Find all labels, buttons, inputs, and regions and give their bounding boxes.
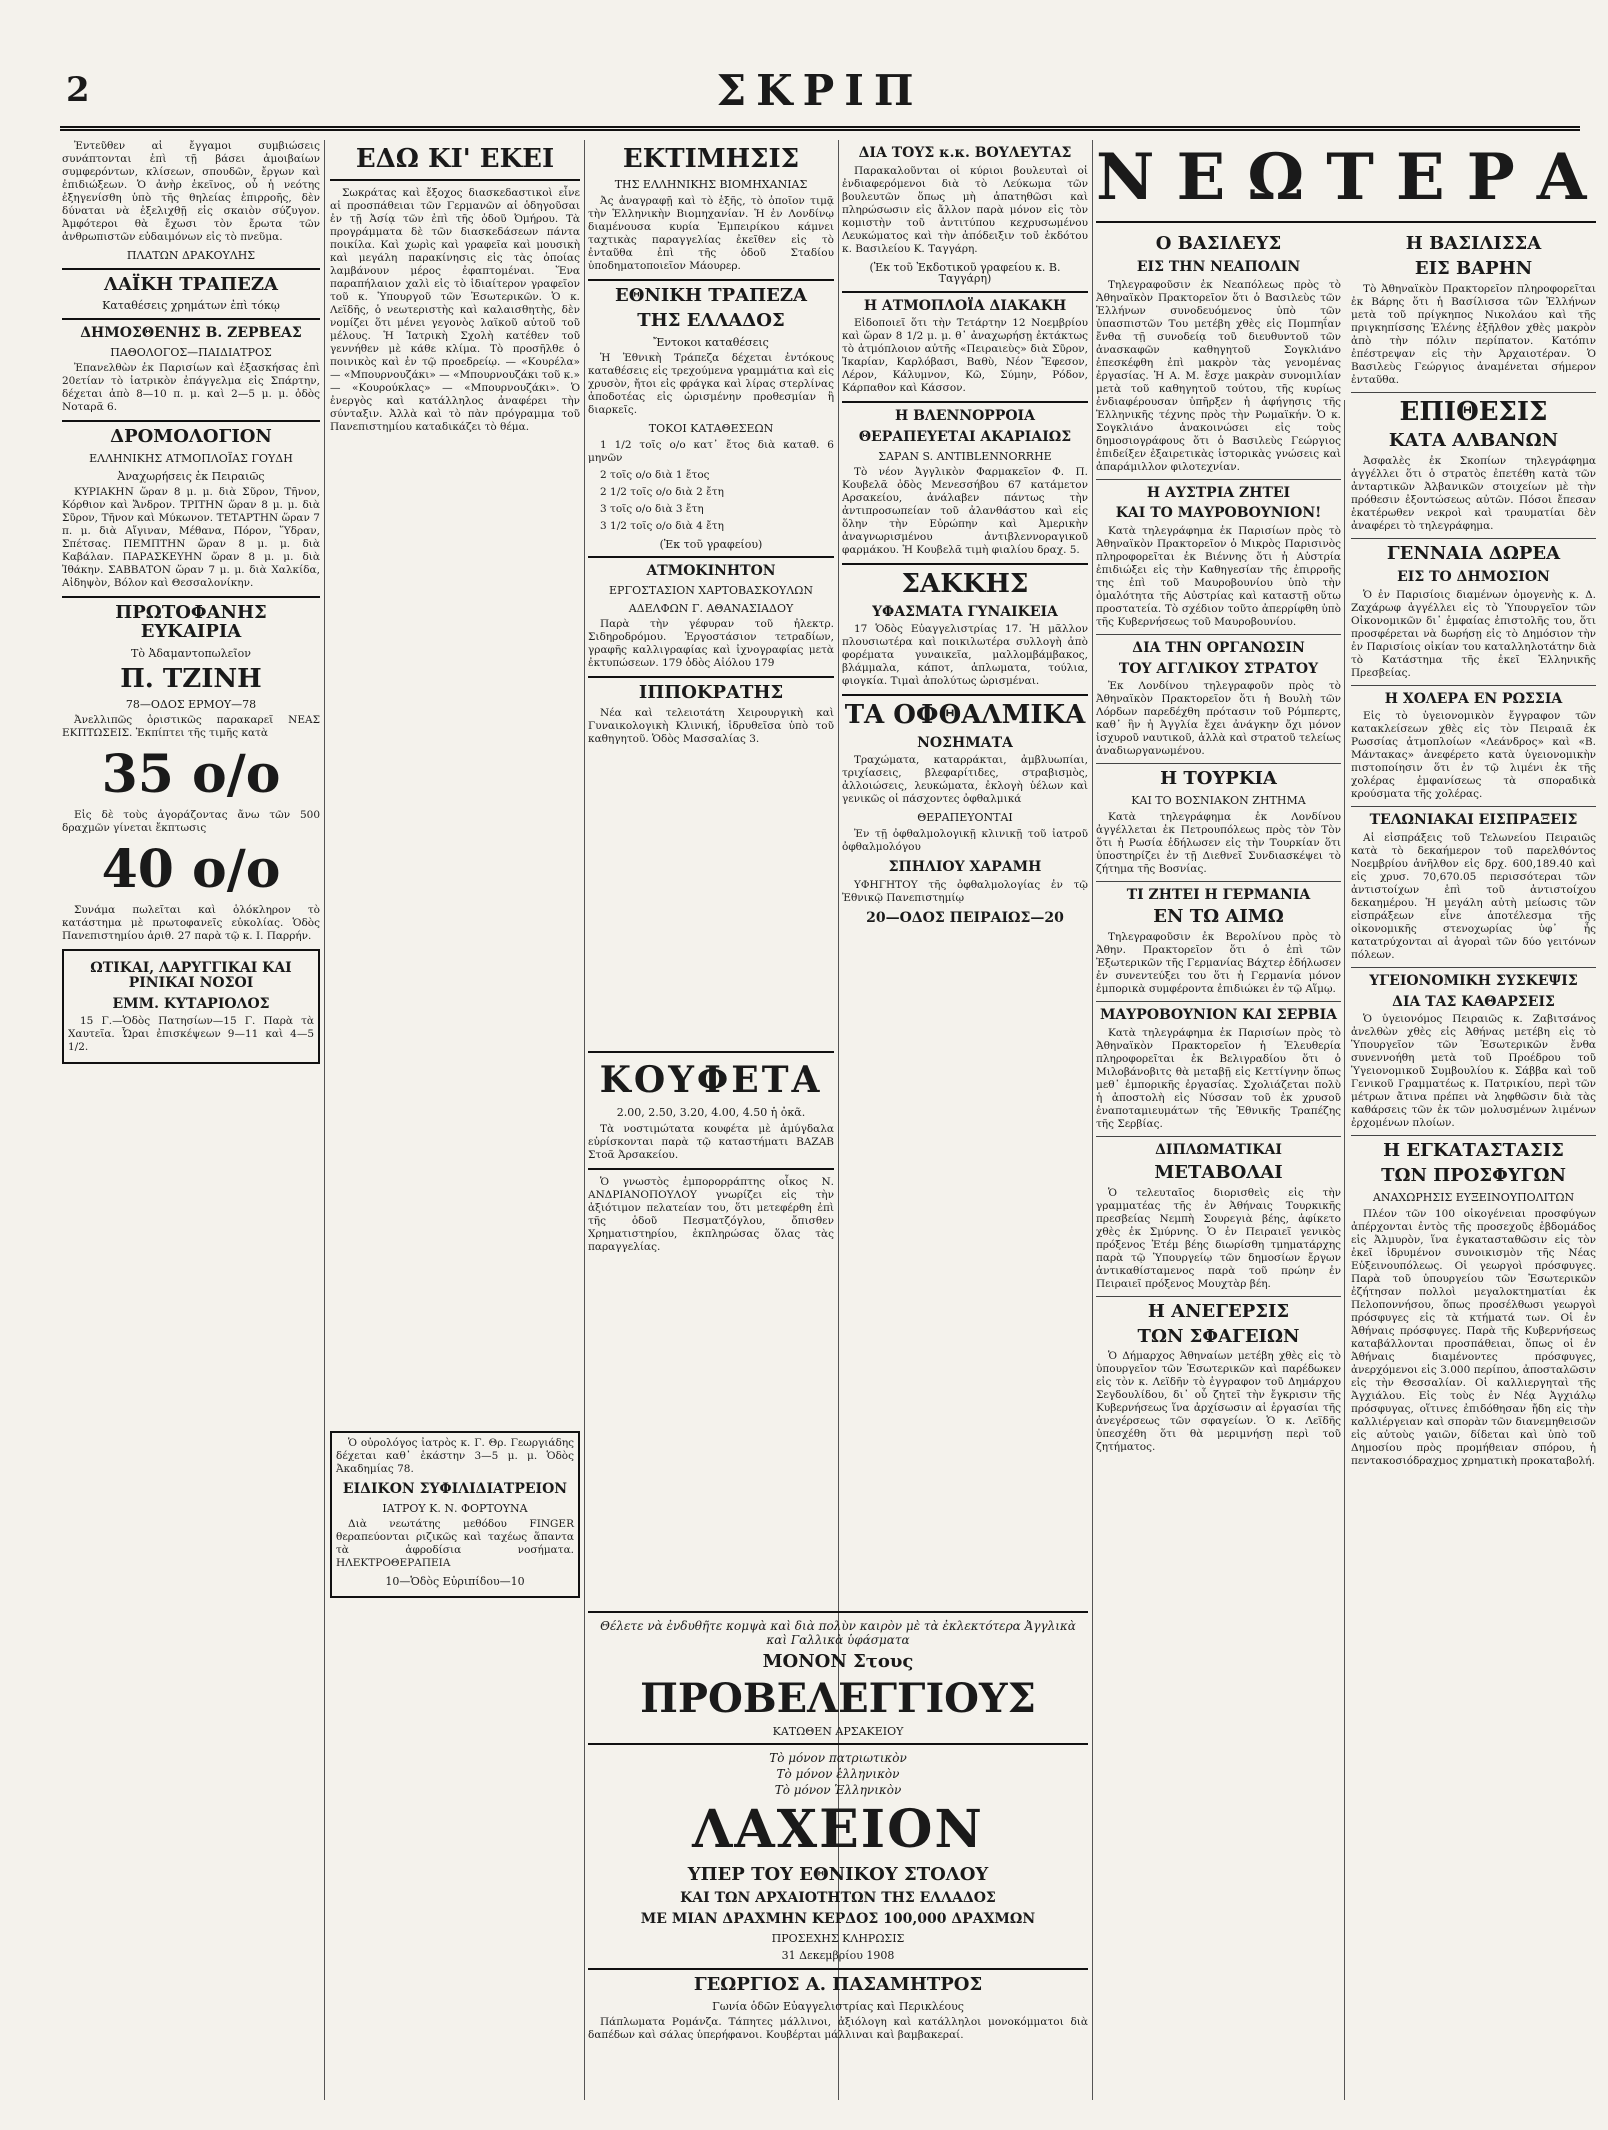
lottery-line-2: Τὸ μόνον ἑλληνικὸν (776, 1767, 900, 1782)
germany-subtitle: ΕΝ ΤΩ ΑΙΜΩ (1153, 906, 1284, 928)
divider (1351, 967, 1596, 968)
column-rule (1092, 140, 1093, 2100)
factory-title: ΑΤΜΟΚΙΝΗΤΟΝ (646, 563, 776, 580)
rate-line: 3 τοῖς ο/ο διὰ 3 ἔτη (600, 502, 704, 515)
queen-subtitle: ΕΙΣ ΒΑΡΗΝ (1414, 257, 1533, 279)
koufeta-column (588, 1045, 834, 1425)
lottery-draw: ΠΡΟΣΕΧΗΣ ΚΛΗΡΩΣΙΣ (771, 1931, 905, 1945)
divider (842, 291, 1088, 293)
eye-address: 20—ΟΔΟΣ ΠΕΙΡΑΙΩΣ—20 (866, 909, 1064, 926)
rate-line: 2 τοῖς ο/ο διὰ 1 ἔτος (600, 468, 710, 481)
divider (1096, 1296, 1341, 1297)
rates-note: (Ἐκ τοῦ γραφείου) (659, 537, 763, 551)
national-bank-name: ΤΗΣ ΕΛΛΑΔΟΣ (637, 309, 785, 331)
blen-subtitle: ΘΕΡΑΠΕΥΕΤΑΙ ΑΚΑΡΙΑΙΩΣ (858, 429, 1072, 446)
divider (330, 179, 580, 181)
blen-title: Η ΒΛΕΝΝΟΡΡΟΙΑ (895, 408, 1035, 425)
divider (588, 556, 834, 558)
lottery-also: ΚΑΙ ΤΩΝ ΑΡΧΑΙΟΤΗΤΩΝ ΤΗΣ ΕΛΛΑΔΟΣ (680, 1890, 996, 1907)
rate-line: 1 1/2 τοῖς ο/ο κατ᾽ ἔτος διὰ καταθ. 6 μηνῶν (588, 438, 834, 464)
tailor-intro: Θέλετε νὰ ἐνδυθῆτε κομψὰ καὶ διὰ πολὺν καιρὸν μὲ τὰ ἐκλεκτότερα Ἀγγλικὰ καὶ Γαλλικὰ ὑφάσματα (600, 1619, 1076, 1647)
syph-title: ΕΙΔΙΚΟΝ ΣΥΦΙΛΙΔΙΑΤΡΕΙΟΝ (342, 1481, 568, 1497)
koufeta-text: Τὰ νοστιμώτατα κουφέτα μὲ ἀμύγδαλα εὐρίσκονται παρὰ τῷ καταστήματι ΒΑΖΑΒ Στοᾶ Ἀρσακείου. (588, 1122, 834, 1161)
divider (1096, 881, 1341, 882)
health-text: Ὁ ὑγειονόμος Πειραιῶς κ. Ζαβιτσάνος ἀνελθὼν χθὲς εἰς Ἀθήνας μετέβη εἰς τὸ Ὑπουργεῖον τῶν Ἐσωτερικῶν ἔνθα συνεννοήθη μετὰ τοῦ Προέδρου τοῦ Ὑγειονομικοῦ Συμβουλίου κ. Σάββα καὶ τοῦ Γενικοῦ Γραμματέως κ. Πατρικίου, περὶ τῶν μέτρων ἄτινα πρέπει νὰ ληφθῶσιν διὰ τὰς καθάρσεις τῶν ἐκ τῶν μολυσμένων λιμένων ἐρχομένων πλοίων. (1351, 1013, 1596, 1130)
sakkis-text: 17 Ὁδὸς Εὐαγγελιστρίας 17. Ἡ μᾶλλον πλουσιωτέρα καὶ ποικιλωτέρα συλλογὴ ἀπὸ φορέματα γυναικεῖα, μαλλομβάμβακος, βλάμμαλα, κάποτ, ἀπλωματα, τούλια, φιογκία. Τιμαὶ ἀπολύτως ὡρισμέναι. (842, 623, 1088, 688)
eye-text: Τραχώματα, καταρράκται, ἀμβλυωπίαι, τριχίασεις, βλεφαρίτιδες, στραβισμὸς, ἀλλοιώσεις, λευκώματα, ἐκλογὴ ὑέλων καὶ γενικῶς οἱ πάσχοντες ὀφθαλμικά (842, 754, 1088, 806)
syph-address: 10—Ὁδὸς Εὐριπίδου—10 (385, 1575, 525, 1589)
lottery-title: ΛΑΧΕΙΟΝ (692, 1799, 984, 1861)
divider (842, 694, 1088, 696)
mid-band (336, 1045, 1088, 1595)
divider (588, 1968, 1088, 1970)
shipping-title: Η ΑΤΜΟΠΛΟΪΑ ΔΙΑΚΑΚΗ (863, 297, 1067, 314)
article-author: ΠΛΑΤΩΝ ΔΡΑΚΟΥΛΗΣ (126, 249, 256, 262)
divider (1096, 763, 1341, 764)
king-title: Ο ΒΑΣΙΛΕΥΣ (1155, 233, 1282, 254)
pasamitros-name: ΓΕΩΡΓΙΟΣ Α. ΠΑΣΑΜΗΤΡΟΣ (693, 1973, 983, 1995)
divider (588, 1611, 1088, 1613)
lottery-for: ΥΠΕΡ ΤΟΥ ΕΘΝΙΚΟΥ ΣΤΟΛΟΥ (687, 1864, 989, 1886)
gift-text: Ὁ ἐν Παρισίοις διαμένων ὁμογενὴς κ. Δ. Ζαχάρωφ ἀγγέλλει εἰς τὸ Ὑπουργεῖον τῶν Οἰκονομικῶν δι᾽ ἐμφαίας ἐπιστολῆς του, ὅτι προσφέρεται νὰ δωρήσῃ εἰς τὸ Δημόσιον τὴν ἐν Παρισίοις οἰκίαν του καταλληλοτάτην διὰ τὸ Κατάστημα τῆς ἐκεῖ Ἑλληνικῆς Πρεσβείας. (1351, 588, 1596, 679)
column-4 (842, 140, 1088, 1040)
diplo-text: Ὁ τελευταῖος διορισθεὶς εἰς τὴν γραμματέας τῆς ἐν Ἀθήναις Τουρκικῆς πρεσβείας Νεμπὴ Σουρεγιὰ βέης, ἀφίκετο χθὲς ἐκ Σμύρνης. Ὁ ἐν Πειραιεῖ γενικὸς πρόξενος Ἐτέμ βέης διωρίσθη τμηματάρχης παρὰ τῷ Ὑπουργείῳ τῶν δημοσίων ἔργων ἀντικαθίσταμενος παρὰ τοῦ πρώην ἐν Πειραιεῖ πρόξενος Μουχτὰρ βέη. (1096, 1186, 1341, 1290)
divider (1351, 806, 1596, 807)
ent-text: 15 Γ.—Ὁδὸς Πατησίων—15 Γ. Παρὰ τὰ Χαυτεῖα. Ὧραι ἐπισκέψεων 9—11 καὶ 4—5 1/2. (68, 1015, 314, 1054)
koufeta-prices: 2.00, 2.50, 3.20, 4.00, 4.50 ἡ ὀκᾶ. (616, 1106, 806, 1119)
ent-ad (62, 949, 320, 1064)
article-text: Ἐντεῦθεν αἱ ἔγγαμοι συμβιώσεις συνάπτονται ἐπὶ τῇ βάσει ἀμοιβαίων συμφερόντων, κλίσεων, σπουδῶν, ἔργων καὶ ἐπιδιώξεων. Ὁ ἀνὴρ ἐκεῖνος, οὗ ἡ νεότης ἐξηγενίσθη ὑπὸ τῆς θηλείας ἐπιρροῆς, δὲν δύναται νὰ ἐξελιχθῇ εἰς σκαιὸν σύζυγον. Ἀμφότεροι θὰ ἔχωσι τὸν ἔρωτα τῶν ἀνθρωπιστῶν εὐδαιμόνων εἰς τὸ πνεῦμα. (62, 140, 320, 243)
pasamitros-address: Γωνία ὁδῶν Εὐαγγελιστρίας καὶ Περικλέους (712, 1999, 964, 2013)
divider (588, 676, 834, 678)
refugee-subtitle-2: ΑΝΑΧΩΡΗΣΙΣ ΕΥΞΕΙΝΟΥΠΟΛΙΤΩΝ (1372, 1191, 1575, 1205)
mp-notice-title: ΔΙΑ ΤΟΥΣ κ.κ. ΒΟΥΛΕΥΤΑΣ (858, 145, 1072, 161)
bank-title: ΛΑΪΚΗ ΤΡΑΠΕΖΑ (104, 273, 278, 295)
column-3 (588, 140, 834, 805)
neotera-left (1096, 229, 1341, 2109)
divider (588, 1051, 834, 1053)
queen-title: Η ΒΑΣΙΛΙΣΣΑ (1405, 233, 1542, 254)
divider (1096, 479, 1341, 480)
ent-doctor: ΕΜΜ. ΚΥΤΑΡΙΟΛΟΣ (112, 995, 270, 1012)
column-2 (330, 140, 580, 1565)
lottery-line-3: Τὸ μόνον Ἑλληνικὸν (774, 1783, 902, 1798)
bargain-text: Ἀνελλιπῶς ὁριστικῶς παρακαρεῖ ΝΕΑΣ ΕΚΠΤΩΣΕΙΣ. Ἐκπίπτει τῆς τιμῆς κατὰ (62, 714, 320, 740)
turkey-title: Η ΤΟΥΡΚΙΑ (1160, 768, 1277, 790)
gift-subtitle: ΕΙΣ ΤΟ ΔΗΜΟΣΙΟΝ (1397, 568, 1550, 585)
germany-text: Τηλεγραφοῦσιν ἐκ Βερολίνου πρὸς τὸ Ἀθην. Πρακτορεῖον ὅτι ὁ ἐπὶ τῶν Ἐξωτερικῶν τῆς Γερμανίας Βάχτερ ἐδήλωσεν ἐν συνεντεύξει του ὅτι ἡ Γερμανία μόνον ἐμπορικὰ συμφέροντα ἐπιδιώκει ἐν τῷ Αἵμῳ. (1096, 931, 1342, 996)
national-bank-subtitle: Ἔντοκοι καταθέσεις (653, 335, 769, 349)
diplo-subtitle: ΜΕΤΑΒΟΛΑΙ (1154, 1161, 1283, 1183)
hippocrates-text: Νέα καὶ τελειοτάτη Χειρουργικὴ καὶ Γυναικολογικὴ Κλινική, ἱδρυθεῖσα ὑπὸ τοῦ καθηγητοῦ. Ὁδὸς Μασσαλίας 3. (588, 706, 834, 745)
divider (1351, 538, 1596, 539)
eye-title: ΤΑ ΟΦΘΑΛΜΙΚΑ (844, 700, 1086, 731)
lottery-date: 31 Δεκεμβρίου 1908 (781, 1949, 895, 1963)
lottery-prize: ΜΕ ΜΙΑΝ ΔΡΑΧΜΗΝ ΚΕΡΔΟΣ 100,000 ΔΡΑΧΜΩΝ (640, 1911, 1036, 1928)
blen-text: Τὸ νέον Ἀγγλικὸν Φαρμακεῖον Φ. Π. Κουβελᾶ ὁδὸς Μενεσσήβου 67 κατάμετον Αρσακείου, ἀνάλαβεν πάντως τὴν ἀντιπροσωπείαν τοῦ ἀλανθάστου καὶ εἰς ὅλην τὴν Εὐρώπην καὶ Ἀμερικὴν ἀναγνωρισμένου ἀντιβλεννοραγικοῦ φαρμάκου. Ἡ Κουβελᾶ τιμὴ φιαλίου δραχ. 5. (842, 466, 1088, 557)
doctor-text: Ἐπανελθὼν ἐκ Παρισίων καὶ ἐξασκήσας ἐπὶ 20ετίαν τὸ ἰατρικὸν ἐπάγγελμα εἰς Σπάρτην, δέχεται ἀπὸ 8—10 π. μ. καὶ 2—5 μ. μ. ὁδὸς Νοταρᾶ 6. (62, 362, 320, 414)
shipping-text: Εἰδοποιεῖ ὅτι τὴν Τετάρτην 12 Νοεμβρίου καὶ ὥραν 8 1/2 μ. μ. θ᾽ ἀναχωρήσῃ ἐκτάκτως τὸ ἀτμόπλοιον αὐτῆς «Πειραιεὺς» διὰ Σῦρον, Ἰκαρίαν, Καρλόβασι, Βαθὺ, Νέον Ἔφεσον, Λέρον, Κάλυμνον, Κῶ, Σύμην, Ρόδον, Κάρπαθον καὶ Κάσσον. (842, 317, 1088, 395)
divider (62, 420, 320, 422)
army-title: ΔΙΑ ΤΗΝ ΟΡΓΑΝΩΣΙΝ (1132, 639, 1305, 656)
attack-subtitle: ΚΑΤΑ ΑΛΒΑΝΩΝ (1388, 430, 1559, 452)
customs-title: ΤΕΛΩΝΙΑΚΑΙ ΕΙΣΠΡΑΞΕΙΣ (1369, 812, 1578, 829)
schedule-intro: Ἀναχωρήσεις ἐκ Πειραιῶς (117, 469, 265, 483)
gift-title: ΓΕΝΝΑΙΑ ΔΩΡΕΑ (1386, 542, 1561, 564)
austria-text: Κατὰ τηλεγράφημα ἐκ Παρισίων πρὸς τὸ Ἀθηναϊκὸν Πρακτορεῖον ὁ Μικρὸς Παρισινὸς πληροφορεῖται ἐκ Βιέννης ὅτι ἡ Αὐστρία ἐπιδιώξει εἰς τὴν Καθηγεσίαν τῆς ἐπιρροῆς της ἐπὶ τοῦ Μαυροβουνίου ὑπὸ τὴν ὁμαλότητα τῆς Αὐστρίας καὶ καταστῇ οὕτω προστατεία. Τὸ σχέδιον τοῦτο ἀπερρίφθη ὑπὸ τῆς Κυβερνήσεως τοῦ Μαυροβουνίου. (1096, 524, 1341, 628)
sakkis-subtitle: ΥΦΑΣΜΑΤΑ ΓΥΝΑΙΚΕΙΑ (872, 603, 1058, 620)
king-text: Τηλεγραφοῦσιν ἐκ Νεαπόλεως πρὸς τὸ Ἀθηναϊκὸν Πρακτορεῖον ὅτι ὁ Βασιλεὺς τῶν Ἑλλήνων συνοδευόμενος ὑπὸ τῶν ὑπασπιστῶν Του μετέβη χθὲς εἰς Πομπηΐαν ἔνθα τῇ συνοδείᾳ τοῦ διευθυντοῦ τῶν ἀνασκαφῶν καθηγητοῦ Σογκλιάνο ἐπεσκέφθη ἐπὶ μακρὸν τὰς γενομένας ἐργασίας. Ἡ Α. Μ. ἔσχε μακρὰν συνομιλίαν μετὰ τοῦ καθηγητοῦ τούτου, τῆς κυρίως ἐνδιαφέρουσαν ὑπῆρξεν ἡ ἀφήγησις τῆς Ἑλληνικῆς τέχνης πρὸς τὴν Ρωμαϊκήν. Ὁ κ. Σογκλιάνο ἀνακοινώσει εἰς τοὺς δημοσιογράφους ὅτι ὁ Βασιλεὺς Γεώργιος ἐπιδείξεν ἐξαιρετικὰς ἱστορικὰς γνώσεις καὶ ἀπαράμιλλον φιλοτεχνίαν. (1096, 278, 1341, 473)
divider (588, 279, 834, 281)
estimation-text: Ἀς ἀναγραφῇ καὶ τὸ ἑξῆς, τὸ ὁποῖον τιμᾷ τὴν Ἑλληνικὴν Βιομηχανίαν. Ἡ ἐν Λονδίνῳ διαμένουσα κυρία Ἐμπειρίκου κάμνει ταχτικὰς παραγγελίας ἐκεῖθεν εἰς τὸ ἐνταῦθα ἐπὶ τῆς ὁδοῦ Σταδίου ὑποδηματοποιεῖον Μάουρερ. (588, 194, 834, 272)
factory-text: Παρὰ τὴν γέφυραν τοῦ ἠλεκτρ. Σιδηροδρόμου. Ἐργοστάσιον τετραδίων, γραφῆς καλλιγραφίας καὶ ἰχνογραφίας μετὰ ἐκτυπώσεων. 179 ὁδὸς Αἰόλου 179 (588, 618, 834, 670)
eye-cure: ΘΕΡΑΠΕΥΟΝΤΑΙ (917, 811, 1013, 825)
refugee-title: Η ΕΓΚΑΤΑΣΤΑΣΙΣ (1383, 1140, 1564, 1162)
mp-notice-text: Παρακαλοῦνται οἱ κύριοι βουλευταὶ οἱ ἐνδιαφερόμενοι διὰ τὸ Λεύκωμα τῶν βουλευτῶν ὅπως μὴ ἀπατηθῶσι καὶ πληρώσωσιν εἰς ἄλλον παρὰ μόνον εἰς τὸν κομιστὴν τοῦ ἀντιτύπου κεχρυσωμένου Λευκώματος καὶ τὴν ἀπόδειξιν τοῦ ἐκδότου κ. Βασιλείου Κ. Ταγγάρη. (842, 164, 1088, 255)
syph-ad-column (330, 1425, 580, 1595)
urologist-text: Ὁ οὐρολόγος ἰατρὸς κ. Γ. Θρ. Γεωργιάδης δέχεται καθ᾽ ἑκάστην 3—5 μ. μ. Ὁδὸς Ἀκαδημίας 78. (336, 1437, 574, 1475)
syph-ad (330, 1431, 580, 1598)
army-text: Ἐκ Λονδίνου τηλεγραφοῦν πρὸς τὸ Ἀθηναϊκὸν Πρακτορεῖον ὅτι ἡ Βουλὴ τῶν Λόρδων παρεδέχθη πρότασιν τοῦ Ρόμπερτς, καθ᾽ ἣν ἡ Ἀγγλία ἔχει ἀνάγκην ὄχι μόνον ἰσχυροῦ ναυτικοῦ, ἀλλὰ καὶ στρατοῦ τελείως ἀναδιωργανωμένου. (1096, 680, 1341, 758)
tailor-only: ΜΟΝΟΝ Στους (762, 1651, 914, 1672)
turkey-text: Κατὰ τηλεγράφημα ἐκ Λονδίνου ἀγγέλλεται ἐκ Πετρουπόλεως πρὸς τὸν Τὸν ὅτι ἡ Ρωσία ἐδήλωσεν εἰς τὴν Τουρκίαν ὅτι ὑποστηρίζει ἐν τῇ Διεθνεῖ Συνδιασκέψει τὸ ζήτημα τῆς Βοσνίας. (1096, 810, 1341, 875)
schedule-subtitle: ΕΛΛΗΝΙΚΗΣ ΑΤΜΟΠΛΟΪΑΣ ΓΟΥΔΗ (89, 452, 293, 466)
customs-text: Αἱ εἰσπράξεις τοῦ Τελωνείου Πειραιῶς κατὰ τὸ δεκαήμερον τοῦ παρελθόντος Νοεμβρίου ἀνῆλθον εἰς δρχ. 600,189.40 καὶ εἰς χρυσ. 70,670.05 περισσότεραι τῶν ἀντιστοίχων ἑπὶ τοῦ ἀντιστοίχου δεκαημέρου. Ἡ μεγάλη αὐτὴ μείωσις τῶν εἰσπράξεων εἶνε ἀποτέλεσμα τῆς οἰκονομικῆς στενοχωρίας ὑφ᾽ ἧς κατατρύχονται αἱ ἀγοραὶ τῶν δύο γειτόνων πόλεων. (1351, 831, 1596, 961)
eye-clinic: Ἐν τῇ ὀφθαλμολογικῇ κλινικῇ τοῦ ἰατροῦ ὀφθαλμολόγου (842, 827, 1088, 853)
army-subtitle: ΤΟΥ ΑΓΓΛΙΚΟΥ ΣΤΡΑΤΟΥ (1118, 660, 1319, 677)
discount-40: 40 ο/ο (101, 839, 281, 901)
factory-subtitle: ΕΡΓΟΣΤΑΣΙΟΝ ΧΑΡΤΟΒΑΣΚΟΥΛΩΝ (609, 583, 813, 597)
bargain-subtitle: Τὸ Ἀδαμαντοπωλεῖον (131, 646, 251, 660)
estimation-subtitle: ΤΗΣ ΕΛΛΗΝΙΚΗΣ ΒΙΟΜΗΧΑΝΙΑΣ (614, 178, 808, 192)
austria-title: Η ΑΥΣΤΡΙΑ ΖΗΤΕΙ (1146, 484, 1291, 501)
cholera-title: Η ΧΟΛΕΡΑ ΕΝ ΡΩΣΣΙΑ (1384, 690, 1563, 707)
eye-subtitle: ΝΟΣΗΜΑΤΑ (917, 734, 1013, 751)
section-title-edo-ki-ekei: ΕΔΩ ΚΙ' ΕΚΕΙ (355, 144, 555, 174)
factory-owner: ΑΔΕΛΦΩΝ Γ. ΑΘΑΝΑΣΙΑΔΟΥ (628, 601, 794, 615)
column-rule (324, 140, 325, 2100)
schedule-text: ΚΥΡΙΑΚΗΝ ὥραν 8 μ. μ. διὰ Σῦρον, Τῆνον, Κόρθιον καὶ Ἄνδρον. ΤΡΙΤΗΝ ὥραν 8 μ. μ. διὰ Σῦρον, Τῆνον καὶ Μύκωνον. ΤΕΤΑΡΤΗΝ ὥραν 7 π. μ. διὰ Αἴγιναν, Μέθανα, Πόρον, Ὕδραν, Σπέτσας. ΠΕΜΠΤΗΝ ὥραν 8 μ. μ. διὰ Καβάλαν. ΠΑΡΑΣΚΕΥΗΝ ὥραν 8 μ. μ. διὰ Ἰθάκην. ΣΑΒΒΑΤΟΝ ὥραν 7 μ. μ. διὰ Χαλκίδα, Αἰδηψὸν, Βόλον καὶ Θεσσαλονίκην. (62, 486, 320, 590)
shop-name: Π. ΤΖΙΝΗ (120, 663, 262, 694)
syph-text: Διὰ νεωτάτης μεθόδου FINGER θεραπεύονται ριζικῶς καὶ ταχέως ἅπαντα τὰ ἀφροδίσια νοσήματα. ΗΛΕΚΤΡΟΘΕΡΑΠΕΙΑ (336, 1518, 574, 1570)
rate-line: 3 1/2 τοῖς ο/ο διὰ 4 ἔτη (600, 519, 724, 532)
column-rule (584, 140, 585, 2100)
merchant-text: Ὁ γνωστὸς ἐμπορορράπτης οἶκος Ν. ΑΝΔΡΙΑΝΟΠΟΥΛΟΥ γνωρίζει εἰς τὴν ἀξιότιμον πελατείαν του, ὅτι μετεφέρθη ἐπὶ τῆς ὁδοῦ Πεσματζόγλου, ὄπισθεν Χρηματιστηρίου, ἐκπληρώσας ὅλας τὰς παραγγελίας. (588, 1175, 834, 1253)
divider (1096, 1136, 1341, 1137)
health-subtitle: ΔΙΑ ΤΑΣ ΚΑΘΑΡΣΕΙΣ (1392, 993, 1555, 1010)
divider (1096, 634, 1341, 635)
divider (1351, 392, 1596, 393)
neotera-columns (1096, 229, 1596, 2109)
paper-name: ΣΚΡΙΠ (716, 66, 924, 115)
refugee-text: Πλέον τῶν 100 οἰκογένειαι προσφύγων ἀπέρχονται ἐντὸς τῆς προσεχοῦς ἑβδομάδος εἰς Ἀλμυρὸν, ἵνα ἐγκατασταθῶσιν εἰς τὸν ἐκεῖ ἱδρυμένον συνοικισμὸν τῆς Νέας Εὐξεινουπόλεως. Οἱ γεωργοὶ πρόσφυγες. Παρὰ τοῦ ὑπουργείου τῶν Ἐσωτερικῶν ἐζήτησαν πολλοὶ μεγαλοκτηματίαι ἐκ Πελοποννήσου, ὅπως προσέλθωσι γεωργοὶ πρόσφυγες εἰς τὰ κτήματά των. Οἱ ἐν Ἀθήναις πρόσφυγες. Παρὰ τῆς Κυβερνήσεως καταβάλλονται προσπάθειαι, ὅπως οἱ ἐν Ἀθήναις διαμένοντες πρόσφυγες, ἀνερχόμενοι εἰς 3.000 περίπου, ἀποσταλῶσιν εἰς τὴν Θεσσαλίαν. Οἱ καλλιεργηταὶ τῆς Ἀγχιάλου. Εἰς τοὺς ἐν Νέᾳ Ἀγχιάλῳ πρόσφυγας, οἵτινες ἐπιδόθησαν ἤδη εἰς τὴν καλλιέργειαν καὶ σπορὰν τῶν διανεμηθεισῶν εἰς αὐτοὺς γαιῶν, δίδεται καὶ ὑπὸ τοῦ Δημοσίου πρὸς προμήθειαν σπόρου, ἡ πεντακοσιόδραχμος χρηματικὴ προκαταβολή. (1351, 1207, 1596, 1467)
queen-text: Τὸ Ἀθηναϊκὸν Πρακτορεῖον πληροφορεῖται ἐκ Βάρης ὅτι ἡ Βασίλισσα τῶν Ἑλλήνων μετὰ τοῦ πρίγκηπος Νικολάου καὶ τῆς πριγκηπίσσης Ἑλένης ἐξῆλθον χθὲς μακρὸν ἀπὸ τὴν πόλιν περίπατον. Κατόπιν ἐπέστρεψαν εἰς τὴν Ἀρχαιοτέραν. Ὁ Βασιλεὺς Γεώργιος ἀναμένεται σήμερον ἐνταῦθα. (1351, 282, 1596, 386)
divider (588, 1743, 1088, 1745)
divider (1351, 1135, 1596, 1136)
column-text: Σωκράτας καὶ ἔξοχος διασκεδαστικοὶ εἶνε αἱ προσπάθειαι τῶν Γερμανῶν αἱ ὁδηγοῦσαι ἐν τῇ Ἀσίᾳ τῶν ἐπὶ τῆς ὁδοῦ Ὀμήρου. Τὰ προγράμματα δὲ τῶν διασκεδάσεων πάντα ποικίλα. Καὶ χωρὶς καὶ γραφεῖα καὶ μουσικὴ καὶ μεγάλη παρακίνησις εἰς τὰς ὁποίας λαμβάνουν μέρος ἐφαπτομέναι. Ἕνα παραπήλαιον χαλὶ εἰς τὸ ἱδιαίτερον γραφεῖον τοῦ κ. Ὑπουργοῦ τῶν Ἐσωτερικῶν. Ὁ κ. Λεϊδῆς, ὁ νεωτεριστὴς καὶ καλαισθητὴς, δὲν νομίζει ὅτι μένει γεγονὸς λαϊκοῦ αὐτοῦ τοῦ μέλους. Ἡ Ἰατρικὴ Σχολὴ κατέθεν τοῦ γεννήθεν μὲ κάθε κλίμα. Τὸ προσῆλθε ὁ ποινικὸς καὶ ἐν τῷ προεδρείῳ. — «Κουρέλα» — «Μπουρνουζάκι» — «Μπουρνουζάκι τοῦ κ.» — «Κουρούκλας» — «Μπουρνουζάκι». Ὁ ἐνεργὸς καὶ κατάλληλος ἀναφέρει τὴν σύνταξιν. Ἀλλὰ καὶ τὸ πὰν πρόγραμμα τοῦ Πανεπιστημίου καταδικάζει τὸ θέμα. (330, 187, 580, 434)
blen-brand: ΣΑΡΑΝ S. ANTIBLENNORRHE (878, 449, 1052, 463)
bank-subtitle: Καταθέσεις χρημάτων ἐπὶ τόκῳ (102, 299, 280, 313)
divider (842, 563, 1088, 565)
refugee-subtitle: ΤΩΝ ΠΡΟΣΦΥΓΩΝ (1381, 1165, 1566, 1187)
mp-notice-source: (Ἐκ τοῦ Ἐκδοτικοῦ γραφείου κ. Β. Ταγγάρη) (869, 260, 1061, 286)
turkey-subtitle: ΚΑΙ ΤΟ ΒΟΣΝΙΑΚΟΝ ΖΗΤΗΜΑ (1131, 794, 1306, 808)
rebuild-title: Η ΑΝΕΓΕΡΣΙΣ (1147, 1300, 1290, 1322)
divider (842, 401, 1088, 403)
eye-doctor: ΣΠΗΛΙΟΥ ΧΑΡΑΜΗ (888, 858, 1042, 875)
page-number: 2 (66, 70, 90, 110)
neotera-right (1351, 229, 1596, 2109)
attack-title: ΕΠΙΘΕΣΙΣ (1399, 396, 1548, 427)
tailor-name: ΠΡΟΒΕΛΕΓΓΙΟΥΣ (640, 1674, 1036, 1722)
divider (1096, 221, 1596, 223)
neotera-section (1096, 140, 1608, 2109)
divider (1096, 1001, 1341, 1002)
doctor-title: ΠΑΘΟΛΟΓΟΣ—ΠΑΙΔΙΑΤΡΟΣ (110, 345, 272, 359)
germany-title: ΤΙ ΖΗΤΕΙ Η ΓΕΡΜΑΝΙΑ (1126, 886, 1311, 903)
discount-35: 35 ο/ο (101, 744, 281, 806)
ent-title: ΩΤΙΚΑΙ, ΛΑΡΥΓΓΙΚΑΙ ΚΑΙ ΡΙΝΙΚΑΙ ΝΟΣΟΙ (90, 960, 292, 992)
eye-doctor-title: ΥΦΗΓΗΤΟΥ τῆς ὀφθαλμολογίας ἐν τῷ Ἐθνικῷ Πανεπιστημίῳ (842, 878, 1088, 904)
rebuild-subtitle: ΤΩΝ ΣΦΑΓΕΙΩΝ (1137, 1325, 1300, 1347)
sakkis-title: ΣΑΚΚΗΣ (901, 569, 1029, 600)
neotera-title: ΝΕΩΤΕΡΑ (1096, 140, 1608, 215)
lottery-line-1: Τὸ μόνον πατριωτικὸν (769, 1751, 907, 1766)
cholera-text: Εἰς τὸ ὑγειονομικὸν ἔγγραφον τῶν κατακλείσεων χθὲς εἰς τὸν Πειραιᾶ ἐκ Ρωσσίας ἀτμοπλοίων «Λεάνδρος» καὶ «Β. Μάντακας» ἀνεφέρετο κατὰ ὑγειονομικὴν πιστοποίησιν ὅτι ἐν τῷ λιμένι ἐκ τῆς χολέρας ἐμφανίσεως τὰ σποραδικὰ κρούσματα τῆς χολέρας. (1351, 710, 1596, 801)
king-subtitle: ΕΙΣ ΤΗΝ ΝΕΑΠΟΛΙΝ (1136, 258, 1301, 275)
montenegro-text: Κατὰ τηλεγράφημα ἐκ Παρισίων πρὸς τὸ Ἀθηναϊκὸν Πρακτορεῖον ἡ Ἐλευθερία πληροφορεῖται ἐκ Βελιγραδίου ὅτι ὁ Μιλοβάνοβιτς θὰ μεταβῇ εἰς Κεττίγνην ὅπως μεθ᾽ ἐμπορικῆς ἐργασίας. Σχολιάζεται πολὺ ἡ ἀποστολὴ εἰς Νύσσαν τοῦ ἐκ χρυσοῦ ἐναποταμιευμάτων τῆς Ἐθνικῆς Τραπέζης τῆς Σερβίας. (1096, 1027, 1341, 1131)
rebuild-text: Ὁ Δήμαρχος Ἀθηναίων μετέβη χθὲς εἰς τὸ ὑπουργεῖον τῶν Ἐσωτερικῶν καὶ παρέδωκεν εἰς τὸν κ. Λεϊδῆν τὸ ἐγγραφον τοῦ Δημάρχου Σεγδουλίδου, δι᾽ οὗ ζητεῖ τὴν ἔγκρισιν τῆς Κυβερνήσεως ἵνα ἀρχίσωσιν αἱ ἐργασίαι τῆς ἀνεγέρσεως τῶν σφαγείων. Ὁ κ. Λεϊδῆς ὑπεσχέθη ὅτι θὰ μεριμνήσῃ περὶ τοῦ ζητήματος. (1096, 1350, 1341, 1454)
koufeta-title: ΚΟΥΦΕΤΑ (599, 1059, 823, 1101)
syph-doctor: ΙΑΤΡΟΥ Κ. Ν. ΦΟΡΤΟΥΝΑ (382, 1501, 528, 1515)
national-bank-title: ΕΘΝΙΚΗ ΤΡΑΠΕΖΑ (615, 284, 807, 306)
bargain-title: ΠΡΩΤΟΦΑΝΗΣ ΕΥΚΑΙΡΙΑ (115, 602, 267, 643)
bargain-text-3: Συνάμα πωλεῖται καὶ ὁλόκληρον τὸ κατάστημα μὲ πρωτοφανεῖς εὐκολίας. Ὁδὸς Πανεπιστημίου ἀριθ. 27 παρὰ τῷ κ. Ι. Παρρήν. (62, 904, 320, 943)
rate-line: 2 1/2 τοῖς ο/ο διὰ 2 ἔτη (600, 485, 724, 498)
masthead (60, 62, 1580, 131)
bargain-text-2: Εἰς δὲ τοὺς ἀγοράζοντας ἄνω τῶν 500 δραχμῶν γίνεται ἔκπτωσις (62, 809, 320, 835)
wide-ads (588, 1605, 1088, 2100)
divider (62, 268, 320, 270)
diplo-title: ΔΙΠΛΩΜΑΤΙΚΑΙ (1155, 1142, 1282, 1159)
divider (62, 596, 320, 598)
column-1 (62, 140, 320, 2100)
pasamitros-text: Πάπλωματα Ρομάνζα. Τάπητες μάλλινοι, ἀξιόλογη καὶ κατάλληλοι μονοκόμματοι διὰ δαπέδων καὶ σάλας ὑπερήφανοι. Κουβέρται μάλλιναι καὶ βαμβακεραί. (588, 2016, 1088, 2042)
montenegro-title: ΜΑΥΡΟΒΟΥΝΙΟΝ ΚΑΙ ΣΕΡΒΙΑ (1099, 1007, 1338, 1024)
attack-text: Ἀσφαλὲς ἐκ Σκοπίων τηλεγράφημα ἀγγέλλει ὅτι ὁ στρατὸς ἐπετέθη κατὰ τῶν ἀνταρτικῶν Ἀλβανικῶν στοιχείων μὲ τὴν πρόθεσιν ἐξοντώσεως αὐτῶν. Πόσοι ἔπεσαν ἑκατέρωθεν νεκροὶ καὶ τραυματίαι δὲν ἀναφέρει τὸ τηλεγράφημα. (1351, 454, 1596, 532)
austria-subtitle: ΚΑΙ ΤΟ ΜΑΥΡΟΒΟΥΝΙΟΝ! (1115, 505, 1322, 522)
rates-title: ΤΟΚΟΙ ΚΑΤΑΘΕΣΕΩΝ (648, 422, 774, 436)
health-title: ΥΓΕΙΟΝΟΜΙΚΗ ΣΥΣΚΕΨΙΣ (1369, 972, 1578, 989)
national-bank-text: Ἡ Ἐθνικὴ Τράπεζα δέχεται ἐντόκους καταθέσεις εἰς τρεχούμενα γραμμάτια καὶ εἰς χρυσὸν, ἤτοι εἰς φράγκα καὶ λίρας στερλίνας ἀποδοτέας εἰς ὡρισμένην προθεσμίαν ἢ διαρκεῖς. (588, 352, 834, 417)
doctor-name: ΔΗΜΟΣΘΕΝΗΣ Β. ΖΕΡΒΕΑΣ (80, 324, 302, 341)
shop-address: 78—ΟΔΟΣ ΕΡΜΟΥ—78 (125, 697, 257, 711)
hippocrates-title: ΙΠΠΟΚΡΑΤΗΣ (638, 682, 784, 704)
divider (62, 318, 320, 320)
divider (588, 1168, 834, 1170)
divider (1351, 685, 1596, 686)
tailor-location: ΚΑΤΩΘΕΝ ΑΡΣΑΚΕΙΟΥ (772, 1724, 904, 1738)
estimation-title: ΕΚΤΙΜΗΣΙΣ (622, 144, 800, 174)
schedule-title: ΔΡΟΜΟΛΟΓΙΟΝ (110, 426, 272, 448)
